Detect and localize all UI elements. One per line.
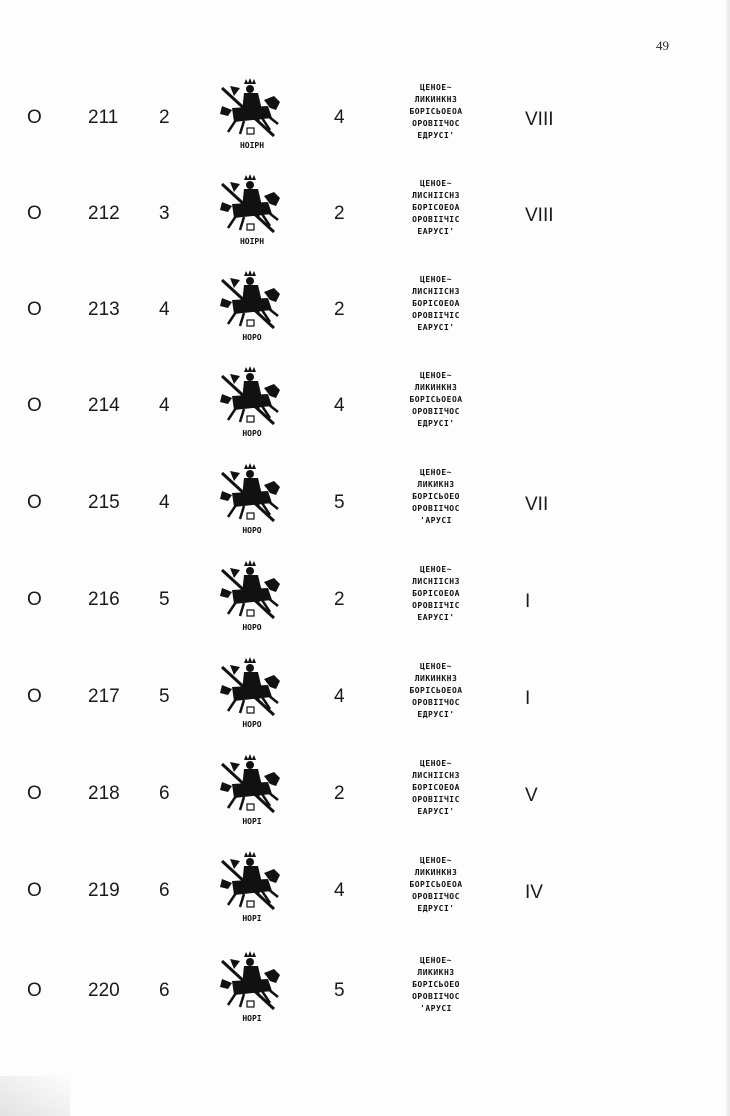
row-type-letter: O	[27, 492, 42, 513]
reverse-inscription-image	[394, 174, 478, 248]
catalog-row	[0, 455, 730, 551]
row-group-numeral: I	[525, 591, 531, 612]
row-catalog-number: 212	[88, 203, 120, 224]
row-reverse-die: 4	[334, 395, 345, 416]
row-catalog-number: 219	[88, 880, 120, 901]
catalog-row	[0, 746, 730, 842]
obverse-rider-image	[214, 754, 290, 830]
reverse-legend-line: ОРОВІІЧОС	[412, 992, 460, 1001]
reverse-legend-line: ОРОВІІЧОС	[412, 119, 460, 128]
row-reverse-die: 4	[334, 880, 345, 901]
obverse-legend: НОРО	[242, 526, 262, 535]
obverse-rider-image	[214, 78, 290, 154]
obverse-rider-image	[214, 174, 290, 250]
reverse-legend-line: 'АРУСІ	[420, 1004, 452, 1013]
row-reverse-die: 4	[334, 686, 345, 707]
row-obverse-die: 4	[159, 395, 170, 416]
row-type-letter: O	[27, 395, 42, 416]
reverse-legend-line: ЛИСНІІСНЗ	[412, 191, 460, 200]
obverse-rider-image	[214, 463, 290, 539]
reverse-legend-line: БОРІСЬОЕОА	[409, 880, 463, 889]
row-catalog-number: 217	[88, 686, 120, 707]
catalog-row	[0, 552, 730, 648]
reverse-legend-line: ЕДРУСІ'	[417, 419, 455, 428]
obverse-legend: НОІРН	[239, 237, 265, 246]
row-type-letter: O	[27, 203, 42, 224]
reverse-legend-line: ЦЕНОЕ~	[420, 371, 452, 380]
row-type-letter: O	[27, 783, 42, 804]
catalog-row	[0, 358, 730, 454]
reverse-legend-line: ОРОВІІЧОС	[412, 892, 460, 901]
row-group-numeral: VIII	[525, 205, 554, 226]
reverse-legend-line: ЕАРУСІ'	[417, 613, 455, 622]
reverse-legend-line: ЛИСНІІСНЗ	[412, 577, 460, 586]
row-reverse-die: 2	[334, 589, 345, 610]
obverse-rider-image	[214, 366, 290, 442]
reverse-legend-line: ЦЕНОЕ~	[420, 565, 452, 574]
reverse-legend-line: ОРОВІІЧОС	[412, 698, 460, 707]
row-catalog-number: 220	[88, 980, 120, 1001]
catalog-row	[0, 262, 730, 358]
reverse-legend-line: БОРІСОЕОА	[412, 783, 460, 792]
reverse-legend-line: БОРІСОЕОА	[412, 203, 460, 212]
row-group-numeral: I	[525, 688, 531, 709]
reverse-legend-line: ЦЕНОЕ~	[420, 759, 452, 768]
obverse-rider-image	[214, 951, 290, 1027]
row-obverse-die: 6	[159, 783, 170, 804]
reverse-legend-line: БОРІСОЕОА	[412, 589, 460, 598]
row-obverse-die: 5	[159, 686, 170, 707]
obverse-rider-image	[214, 657, 290, 733]
page-number: 49	[656, 38, 669, 53]
row-catalog-number: 216	[88, 589, 120, 610]
reverse-legend-line: ОРОВІІЧОС	[412, 407, 460, 416]
row-type-letter: O	[27, 880, 42, 901]
row-reverse-die: 2	[334, 783, 345, 804]
reverse-inscription-image	[394, 754, 478, 828]
reverse-legend-line: ЛИКИНКНЗ	[414, 383, 458, 392]
row-catalog-number: 215	[88, 492, 120, 513]
reverse-legend-line: ЕДРУСІ'	[417, 131, 455, 140]
obverse-rider-image	[214, 851, 290, 927]
row-catalog-number: 211	[88, 107, 119, 128]
row-type-letter: O	[27, 686, 42, 707]
obverse-legend: НОРІ	[242, 817, 262, 826]
reverse-inscription-image	[394, 657, 478, 731]
reverse-legend-line: БОРІСОЕОА	[412, 299, 460, 308]
reverse-legend-line: ЦЕНОЕ~	[420, 275, 452, 284]
reverse-inscription-image	[394, 270, 478, 344]
reverse-legend-line: БОРІСЬОЕОА	[409, 107, 463, 116]
reverse-legend-line: ОРОВІІЧІС	[412, 601, 460, 610]
row-obverse-die: 6	[159, 980, 170, 1001]
reverse-legend-line: ЕДРУСІ'	[417, 904, 455, 913]
scan-corner-shadow	[0, 1076, 70, 1116]
row-catalog-number: 214	[88, 395, 120, 416]
reverse-legend-line: БОРІСЬОЕОА	[409, 395, 463, 404]
catalog-row	[0, 649, 730, 745]
reverse-legend-line: ЕДРУСІ'	[417, 710, 455, 719]
reverse-legend-line: ЦЕНОЕ~	[420, 662, 452, 671]
row-obverse-die: 4	[159, 492, 170, 513]
row-obverse-die: 5	[159, 589, 170, 610]
obverse-legend: НОРО	[242, 623, 262, 632]
row-obverse-die: 3	[159, 203, 170, 224]
obverse-legend: НОІРН	[239, 141, 265, 150]
reverse-legend-line: ЦЕНОЕ~	[420, 83, 452, 92]
obverse-legend: НОРІ	[242, 1014, 262, 1023]
reverse-legend-line: ОРОВІІЧІС	[412, 311, 460, 320]
reverse-inscription-image	[394, 851, 478, 925]
row-group-numeral: IV	[525, 882, 543, 903]
row-type-letter: O	[27, 980, 42, 1001]
reverse-legend-line: ЛИКИКНЗ	[417, 480, 455, 489]
catalog-row	[0, 943, 730, 1039]
reverse-legend-line: ЦЕНОЕ~	[420, 856, 452, 865]
row-catalog-number: 213	[88, 299, 120, 320]
reverse-inscription-image	[394, 560, 478, 634]
row-reverse-die: 5	[334, 980, 345, 1001]
reverse-legend-line: ЛИКИНКНЗ	[414, 95, 458, 104]
reverse-legend-line: ЛИСНІІСНЗ	[412, 287, 460, 296]
row-reverse-die: 5	[334, 492, 345, 513]
reverse-legend-line: ЛИКИКНЗ	[417, 968, 455, 977]
reverse-inscription-image	[394, 78, 478, 152]
reverse-legend-line: ЕАРУСІ'	[417, 227, 455, 236]
row-group-numeral: VIII	[525, 109, 554, 130]
reverse-inscription-image	[394, 366, 478, 440]
reverse-legend-line: БОРІСЬОЕОА	[409, 686, 463, 695]
reverse-inscription-image	[394, 463, 478, 537]
obverse-rider-image	[214, 270, 290, 346]
row-obverse-die: 6	[159, 880, 170, 901]
row-type-letter: O	[27, 589, 42, 610]
reverse-legend-line: 'АРУСІ	[420, 516, 452, 525]
row-reverse-die: 4	[334, 107, 345, 128]
reverse-legend-line: ЦЕНОЕ~	[420, 179, 452, 188]
obverse-legend: НОРО	[242, 333, 262, 342]
row-group-numeral: V	[525, 785, 538, 806]
obverse-legend: НОРІ	[242, 914, 262, 923]
obverse-rider-image	[214, 560, 290, 636]
reverse-inscription-image	[394, 951, 478, 1025]
catalog-row	[0, 166, 730, 262]
row-reverse-die: 2	[334, 299, 345, 320]
reverse-legend-line: ЕАРУСІ'	[417, 323, 455, 332]
reverse-legend-line: БОРІСЬОЕО	[412, 980, 460, 989]
reverse-legend-line: ЦЕНОЕ~	[420, 468, 452, 477]
row-type-letter: O	[27, 299, 42, 320]
reverse-legend-line: БОРІСЬОЕО	[412, 492, 460, 501]
reverse-legend-line: ОРОВІІЧІС	[412, 795, 460, 804]
row-catalog-number: 218	[88, 783, 120, 804]
obverse-legend: НОРО	[242, 429, 262, 438]
row-type-letter: O	[27, 107, 42, 128]
reverse-legend-line: ОРОВІІЧІС	[412, 215, 460, 224]
row-obverse-die: 2	[159, 107, 170, 128]
row-obverse-die: 4	[159, 299, 170, 320]
obverse-legend: НОРО	[242, 720, 262, 729]
reverse-legend-line: ЛИКИНКНЗ	[414, 868, 458, 877]
reverse-legend-line: ЕАРУСІ'	[417, 807, 455, 816]
reverse-legend-line: ОРОВІІЧОС	[412, 504, 460, 513]
reverse-legend-line: ЛИКИНКНЗ	[414, 674, 458, 683]
catalog-row	[0, 70, 730, 166]
row-group-numeral: VII	[525, 494, 549, 515]
reverse-legend-line: ЦЕНОЕ~	[420, 956, 452, 965]
reverse-legend-line: ЛИСНІІСНЗ	[412, 771, 460, 780]
catalog-row	[0, 843, 730, 939]
row-reverse-die: 2	[334, 203, 345, 224]
